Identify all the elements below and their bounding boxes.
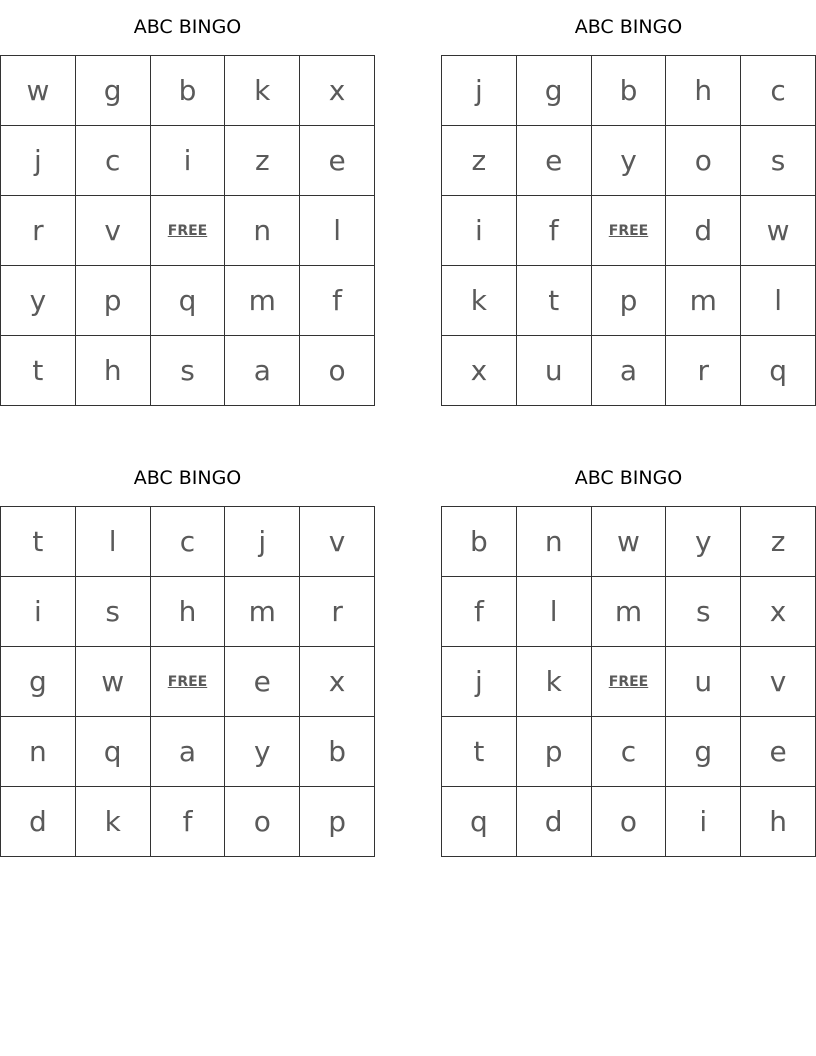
bingo-cell: v — [300, 507, 375, 577]
bingo-cell: l — [76, 507, 151, 577]
bingo-cell: p — [592, 266, 667, 336]
bingo-cell: k — [442, 266, 517, 336]
bingo-cell: c — [741, 56, 816, 126]
bingo-cell: k — [225, 56, 300, 126]
bingo-cell: p — [300, 787, 375, 857]
bingo-grid — [441, 55, 816, 406]
bingo-cell: e — [517, 126, 592, 196]
bingo-cell: z — [225, 126, 300, 196]
bingo-cell: q — [151, 266, 226, 336]
bingo-cell: z — [741, 507, 816, 577]
bingo-cell: b — [592, 56, 667, 126]
bingo-cell: s — [76, 577, 151, 647]
bingo-cell: o — [300, 336, 375, 406]
bingo-cell: h — [76, 336, 151, 406]
bingo-cell: l — [741, 266, 816, 336]
bingo-cell: y — [592, 126, 667, 196]
bingo-cell: f — [151, 787, 226, 857]
bingo-cell: w — [76, 647, 151, 717]
bingo-cell: r — [666, 336, 741, 406]
bingo-cell: b — [442, 507, 517, 577]
bingo-cell: l — [517, 577, 592, 647]
free-space-cell: FREE — [592, 196, 667, 266]
bingo-cell: p — [517, 717, 592, 787]
bingo-cell: y — [1, 266, 76, 336]
bingo-cell: e — [741, 717, 816, 787]
bingo-cell: x — [300, 56, 375, 126]
bingo-cell: e — [225, 647, 300, 717]
bingo-cell: h — [666, 56, 741, 126]
bingo-cell: s — [741, 126, 816, 196]
bingo-cell: x — [300, 647, 375, 717]
bingo-cell: e — [300, 126, 375, 196]
bingo-cell: d — [1, 787, 76, 857]
bingo-cell: a — [225, 336, 300, 406]
bingo-cell: u — [666, 647, 741, 717]
bingo-cell: g — [517, 56, 592, 126]
bingo-cell: k — [76, 787, 151, 857]
bingo-cell: i — [1, 577, 76, 647]
bingo-grid — [441, 506, 816, 857]
bingo-cell: p — [76, 266, 151, 336]
bingo-cell: q — [442, 787, 517, 857]
bingo-cell: l — [300, 196, 375, 266]
bingo-cell: n — [225, 196, 300, 266]
bingo-cell: j — [1, 126, 76, 196]
card-title: ABC BINGO — [133, 16, 242, 38]
bingo-cell: r — [1, 196, 76, 266]
free-space-cell: FREE — [592, 647, 667, 717]
bingo-cell: c — [76, 126, 151, 196]
bingo-cell: m — [225, 266, 300, 336]
bingo-cell: j — [442, 647, 517, 717]
bingo-cell: u — [517, 336, 592, 406]
bingo-cell: c — [592, 717, 667, 787]
bingo-cell: o — [225, 787, 300, 857]
bingo-cell: o — [666, 126, 741, 196]
bingo-cell: d — [517, 787, 592, 857]
bingo-cell: w — [592, 507, 667, 577]
bingo-cell: s — [151, 336, 226, 406]
bingo-cell: g — [1, 647, 76, 717]
bingo-cell: m — [225, 577, 300, 647]
free-space-cell: FREE — [151, 647, 226, 717]
bingo-cell: f — [442, 577, 517, 647]
bingo-cell: n — [1, 717, 76, 787]
bingo-cell: o — [592, 787, 667, 857]
bingo-cell: x — [442, 336, 517, 406]
bingo-grid — [0, 55, 375, 406]
bingo-cell: f — [517, 196, 592, 266]
free-space-cell: FREE — [151, 196, 226, 266]
bingo-cell: g — [76, 56, 151, 126]
bingo-cell: x — [741, 577, 816, 647]
bingo-cell: t — [1, 336, 76, 406]
bingo-cell: q — [76, 717, 151, 787]
bingo-cell: r — [300, 577, 375, 647]
card-title: ABC BINGO — [574, 16, 683, 38]
bingo-cell: c — [151, 507, 226, 577]
bingo-cell: t — [1, 507, 76, 577]
bingo-cell: k — [517, 647, 592, 717]
bingo-cell: a — [151, 717, 226, 787]
bingo-cell: a — [592, 336, 667, 406]
bingo-cell: y — [225, 717, 300, 787]
bingo-cell: g — [666, 717, 741, 787]
card-title: ABC BINGO — [574, 467, 683, 489]
bingo-cell: h — [741, 787, 816, 857]
bingo-cell: w — [741, 196, 816, 266]
bingo-cell: n — [517, 507, 592, 577]
bingo-cell: i — [151, 126, 226, 196]
bingo-cell: b — [300, 717, 375, 787]
bingo-cell: d — [666, 196, 741, 266]
bingo-cell: h — [151, 577, 226, 647]
bingo-cell: w — [1, 56, 76, 126]
bingo-cell: v — [741, 647, 816, 717]
bingo-cell: t — [442, 717, 517, 787]
card-title: ABC BINGO — [133, 467, 242, 489]
bingo-cell: j — [442, 56, 517, 126]
bingo-cell: m — [666, 266, 741, 336]
bingo-cell: j — [225, 507, 300, 577]
bingo-cell: f — [300, 266, 375, 336]
bingo-cell: y — [666, 507, 741, 577]
bingo-grid — [0, 506, 375, 857]
bingo-cell: z — [442, 126, 517, 196]
bingo-cell: i — [442, 196, 517, 266]
bingo-cell: q — [741, 336, 816, 406]
bingo-cell: v — [76, 196, 151, 266]
bingo-cell: s — [666, 577, 741, 647]
bingo-cell: b — [151, 56, 226, 126]
bingo-cell: t — [517, 266, 592, 336]
bingo-cell: i — [666, 787, 741, 857]
bingo-cell: m — [592, 577, 667, 647]
